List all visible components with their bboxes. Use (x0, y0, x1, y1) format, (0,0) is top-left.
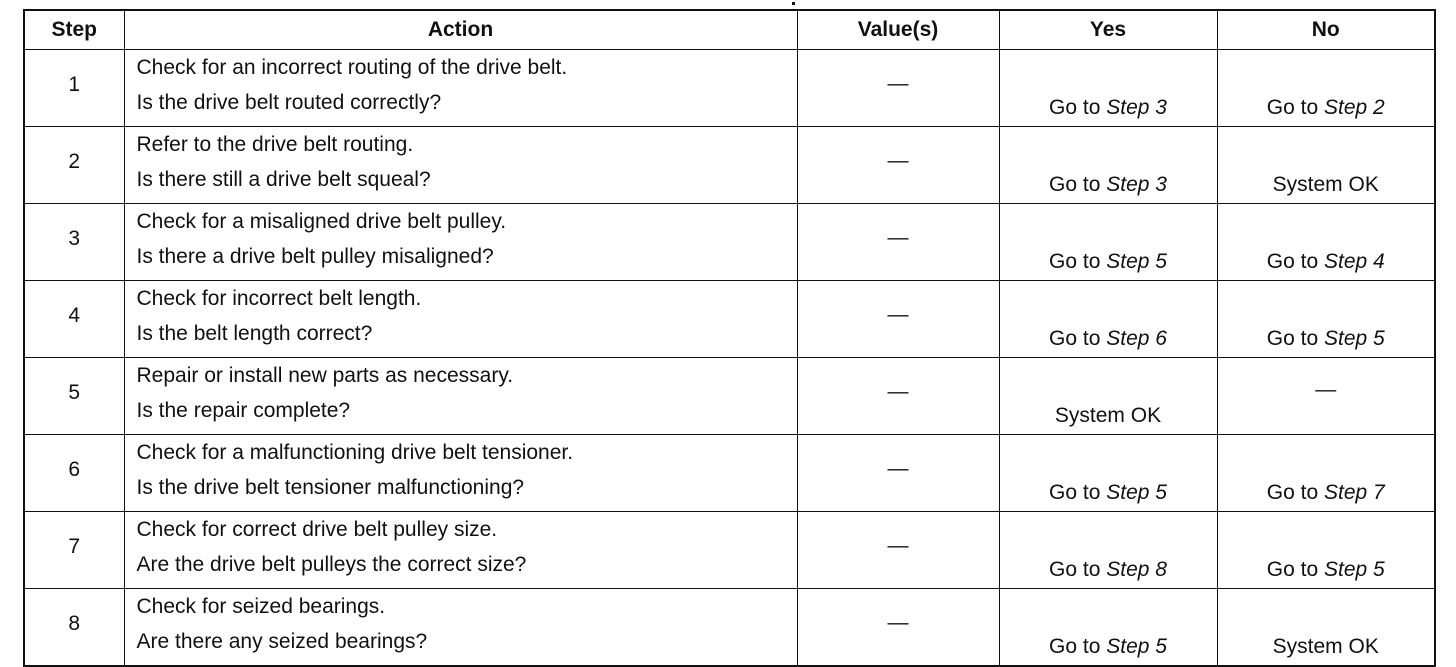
yes-outcome: Go to Step 3 (999, 127, 1217, 204)
yes-outcome: System OK (999, 358, 1217, 435)
no-outcome: Go to Step 7 (1217, 435, 1435, 512)
value-cell: — (797, 50, 999, 127)
table-row (24, 281, 1435, 358)
action-instruction: Check for a misaligned drive belt pulley. (136, 210, 507, 233)
step-reference: Step 8 (1106, 558, 1167, 581)
action-instruction: Repair or install new parts as necessary. (136, 364, 514, 387)
step-reference: Step 7 (1323, 481, 1385, 504)
header-row (24, 10, 1435, 50)
no-outcome: Go to Step 4 (1217, 204, 1435, 281)
action-instruction: Refer to the drive belt routing. (136, 133, 414, 156)
action-cell (124, 281, 797, 358)
scan-dot-mark (792, 2, 795, 5)
step-number: 5 (24, 358, 124, 435)
step-reference: Step 5 (1106, 635, 1167, 658)
step-number: 1 (24, 50, 124, 127)
action-question: Is there a drive belt pulley misaligned? (136, 245, 494, 268)
action-cell (124, 204, 797, 281)
step-number: 7 (24, 512, 124, 589)
header-action: Action (124, 10, 797, 50)
action-question: Is the repair complete? (136, 399, 351, 422)
step-reference: Step 5 (1106, 481, 1167, 504)
action-instruction: Check for an incorrect routing of the drive belt. (136, 56, 568, 79)
action-question: Is the drive belt tensioner malfunctioning? (136, 476, 525, 499)
value-cell: — (797, 512, 999, 589)
value-cell: — (797, 281, 999, 358)
step-reference: Step 2 (1323, 96, 1385, 119)
header-values: Value(s) (797, 10, 999, 50)
no-outcome: — (1217, 358, 1435, 435)
action-instruction: Check for incorrect belt length. (136, 287, 422, 310)
diagnostic-table (23, 9, 1436, 667)
action-cell (124, 435, 797, 512)
step-reference: Step 4 (1323, 250, 1385, 273)
action-instruction: Check for correct drive belt pulley size. (136, 518, 498, 541)
step-reference: Step 5 (1323, 558, 1385, 581)
step-reference: Step 5 (1323, 327, 1385, 350)
step-reference: Step 5 (1106, 250, 1167, 273)
action-cell (124, 512, 797, 589)
yes-outcome: Go to Step 5 (999, 204, 1217, 281)
yes-outcome: Go to Step 3 (999, 50, 1217, 127)
value-cell: — (797, 435, 999, 512)
no-outcome: System OK (1217, 127, 1435, 204)
step-number: 4 (24, 281, 124, 358)
header-no: No (1217, 10, 1435, 50)
header-yes: Yes (999, 10, 1217, 50)
header-step: Step (24, 10, 124, 50)
step-number: 3 (24, 204, 124, 281)
action-cell (124, 50, 797, 127)
action-question: Are the drive belt pulleys the correct size? (136, 553, 527, 576)
action-question: Are there any seized bearings? (136, 630, 428, 653)
no-outcome: Go to Step 5 (1217, 281, 1435, 358)
table-row (24, 204, 1435, 281)
no-outcome: Go to Step 5 (1217, 512, 1435, 589)
yes-outcome: Go to Step 5 (999, 435, 1217, 512)
yes-outcome: Go to Step 8 (999, 512, 1217, 589)
step-number: 8 (24, 589, 124, 667)
value-cell: — (797, 204, 999, 281)
table-row (24, 358, 1435, 435)
action-cell (124, 127, 797, 204)
step-reference: Step 3 (1106, 96, 1167, 119)
yes-outcome: Go to Step 5 (999, 589, 1217, 667)
table-row (24, 50, 1435, 127)
action-question: Is the belt length correct? (136, 322, 373, 345)
step-reference: Step 3 (1106, 173, 1167, 196)
table-row (24, 435, 1435, 512)
step-number: 2 (24, 127, 124, 204)
no-outcome: Go to Step 2 (1217, 50, 1435, 127)
action-instruction: Check for a malfunctioning drive belt tensioner. (136, 441, 574, 464)
action-question: Is there still a drive belt squeal? (136, 168, 431, 191)
action-cell (124, 589, 797, 667)
value-cell: — (797, 127, 999, 204)
action-cell (124, 358, 797, 435)
action-instruction: Check for seized bearings. (136, 595, 386, 618)
step-reference: Step 6 (1106, 327, 1167, 350)
value-cell: — (797, 358, 999, 435)
table-row (24, 512, 1435, 589)
value-cell: — (797, 589, 999, 667)
action-question: Is the drive belt routed correctly? (136, 91, 442, 114)
table-row (24, 127, 1435, 204)
step-number: 6 (24, 435, 124, 512)
no-outcome: System OK (1217, 589, 1435, 667)
yes-outcome: Go to Step 6 (999, 281, 1217, 358)
table-row (24, 589, 1435, 667)
